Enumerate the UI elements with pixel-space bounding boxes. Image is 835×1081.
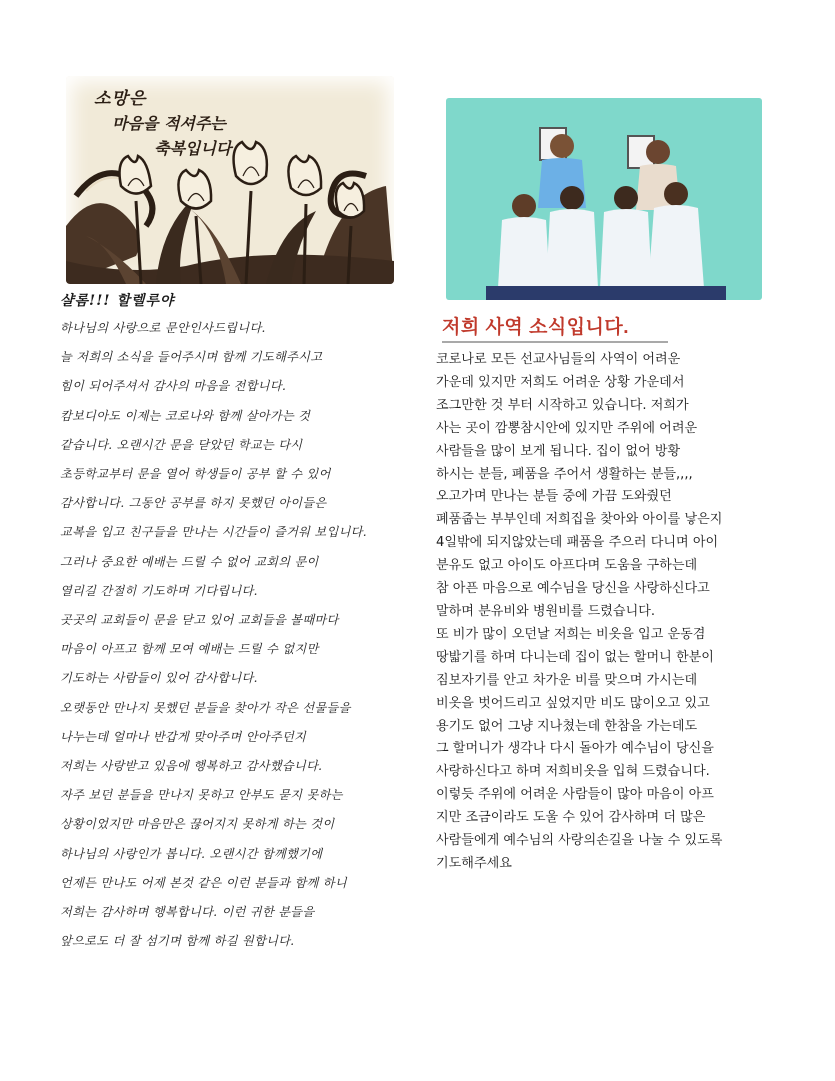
news-line: 기도해주세요 <box>436 855 512 871</box>
calligraphy-line: 소망은 <box>94 89 147 109</box>
news-line: 참 아픈 마음으로 예수님을 당신을 사랑하신다고 <box>436 581 710 597</box>
news-line: 땅밟기를 하며 다니는데 집이 없는 할머니 한분이 <box>436 649 714 665</box>
letter-line: 캄보디아도 이제는 코로나와 함께 살아가는 것 <box>60 408 311 423</box>
news-line: 또 비가 많이 오던날 저희는 비옷을 입고 운동겸 <box>436 626 706 642</box>
letter-line: 저희는 감사하며 행복합니다. 이런 귀한 분들을 <box>60 905 315 920</box>
calligraphy-line: 마음을 적셔주는 <box>112 114 226 133</box>
news-line: 사랑하신다고 하며 저희비옷을 입혀 드렸습니다. <box>436 764 710 780</box>
tulip-illustration <box>66 76 394 284</box>
letter-line: 늘 저희의 소식을 들어주시며 함께 기도해주시고 <box>60 350 323 365</box>
letter-body <box>60 314 405 956</box>
news-line: 분유도 없고 아이도 아프다며 도움을 구하는데 <box>436 558 698 574</box>
news-body <box>436 349 796 876</box>
letter-line: 힘이 되어주셔서 감사의 마음을 전합니다. <box>60 379 287 394</box>
calligraphy-line: 축복입니다 <box>154 139 232 158</box>
letter-line: 마음이 아프고 함께 모여 예배는 드릴 수 없지만 <box>60 642 319 657</box>
news-line: 비옷을 벗어드리고 싶었지만 비도 많이오고 있고 <box>436 695 710 711</box>
news-line: 하시는 분들, 폐품을 주어서 생활하는 분들,,,, <box>436 466 693 482</box>
letter-line: 앞으로도 더 잘 섬기며 함께 하길 원합니다. <box>60 934 295 949</box>
news-line: 이렇듯 주위에 어려운 사람들이 많아 마음이 아프 <box>436 787 714 803</box>
news-line: 폐품줍는 부부인데 저희집을 찾아와 아이를 낳은지 <box>436 512 723 528</box>
news-line: 가운데 있지만 저희도 어려운 상황 가운데서 <box>436 374 685 390</box>
letter-line: 상황이었지만 마음만은 끊어지지 못하게 하는 것이 <box>60 817 335 832</box>
news-heading-underline <box>442 312 668 343</box>
letter-line: 감사합니다. 그동안 공부를 하지 못했던 아이들은 <box>60 496 327 511</box>
letter-line: 하나님의 사랑인가 봅니다. 오랜시간 함께했기에 <box>60 846 323 861</box>
letter-line: 자주 보던 분들을 만나지 못하고 안부도 묻지 못하는 <box>60 788 343 803</box>
news-line: 오고가며 만나는 분들 중에 가끔 도와줬던 <box>436 489 672 505</box>
ministry-news <box>436 312 796 876</box>
illustration-calligraphy <box>94 84 314 159</box>
letter-greeting: 샬롬!!! 할렐루야 <box>60 293 175 309</box>
letter-line: 같습니다. 오랜시간 문을 닫았던 학교는 다시 <box>60 437 303 452</box>
family-photo <box>446 98 762 300</box>
letter-line: 하나님의 사랑으로 문안인사드립니다. <box>60 321 266 335</box>
news-line: 말하며 분유비와 병원비를 드렸습니다. <box>436 603 656 619</box>
letter-line: 교복을 입고 친구들을 만나는 시간들이 즐거워 보입니다. <box>60 525 367 540</box>
letter-line: 열리길 간절히 기도하며 기다립니다. <box>60 583 258 598</box>
news-line: 사람들에게 예수님의 사랑의손길을 나눌 수 있도록 <box>436 833 723 849</box>
letter-line: 나누는데 얼마나 반갑게 맞아주며 안아주던지 <box>60 729 307 744</box>
letter-line: 저희는 사랑받고 있음에 행복하고 감사했습니다. <box>60 759 323 774</box>
letter-line: 언제든 만나도 어제 본것 같은 이런 분들과 함께 하니 <box>60 875 347 890</box>
letter-line: 초등학교부터 문을 열어 학생들이 공부 할 수 있어 <box>60 467 331 482</box>
family-photo-drawing <box>446 98 762 300</box>
news-heading: 저희 사역 소식입니다. <box>442 317 630 338</box>
handwritten-letter <box>60 290 405 956</box>
letter-line: 곳곳의 교회들이 문을 닫고 있어 교회들을 볼때마다 <box>60 613 339 628</box>
news-line: 그 할머니가 생각나 다시 돌아가 예수님이 당신을 <box>436 741 714 757</box>
news-line: 4일밖에 되지않았는데 패품을 주으러 다니며 아이 <box>436 535 719 551</box>
letter-line: 오랫동안 만나지 못했던 분들을 찾아가 작은 선물들을 <box>60 700 351 715</box>
news-line: 조그만한 것 부터 시작하고 있습니다. 저희가 <box>436 397 689 413</box>
news-line: 짐보자기를 안고 차가운 비를 맞으며 가시는데 <box>436 672 698 688</box>
news-line: 용기도 없어 그냥 지나쳤는데 한참을 가는데도 <box>436 718 698 734</box>
news-line: 코로나로 모든 선교사님들의 사역이 어려운 <box>436 352 681 367</box>
news-line: 사는 곳이 깜뽕참시안에 있지만 주위에 어려운 <box>436 420 698 436</box>
letter-line: 그러나 중요한 예배는 드릴 수 없어 교회의 문이 <box>60 554 319 569</box>
news-line: 사람들을 많이 보게 됩니다. 집이 없어 방황 <box>436 443 681 459</box>
letter-line: 기도하는 사람들이 있어 감사합니다. <box>60 671 258 686</box>
news-line: 지만 조금이라도 도울 수 있어 감사하며 더 많은 <box>436 810 706 826</box>
